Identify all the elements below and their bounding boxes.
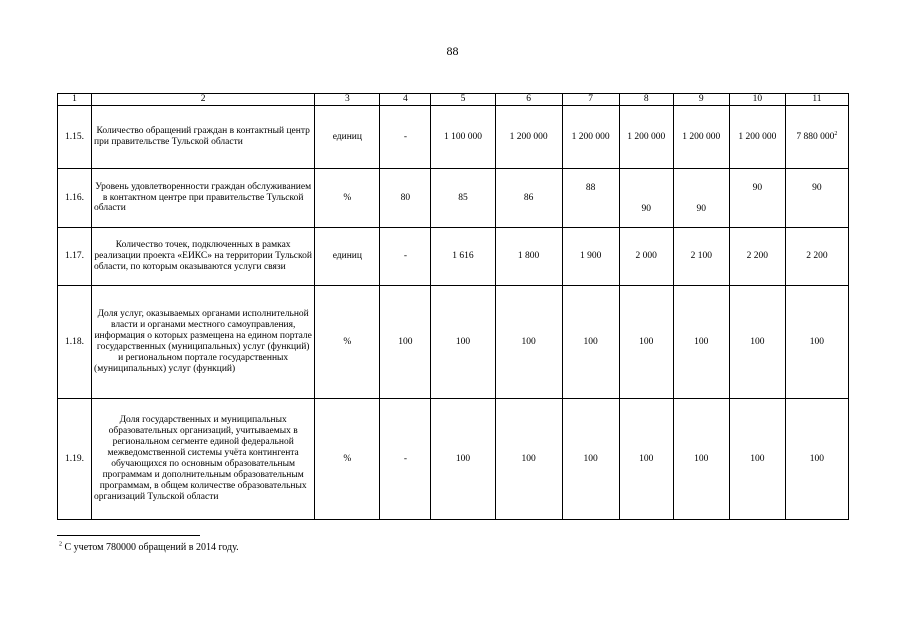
value-cell: 80 bbox=[380, 169, 431, 228]
value-cell: 100 bbox=[729, 286, 785, 399]
footnote bbox=[59, 542, 239, 553]
value-cell: 1 200 000 bbox=[729, 106, 785, 169]
value-cell: 90 bbox=[729, 169, 785, 228]
row-number: 1.16. bbox=[58, 169, 92, 228]
value-cell: 88 bbox=[562, 169, 619, 228]
header-cell: 5 bbox=[431, 94, 495, 106]
value-cell: 100 bbox=[619, 399, 673, 520]
value-cell: 90 bbox=[619, 169, 673, 228]
header-cell: 7 bbox=[562, 94, 619, 106]
value-cell: 1 616 bbox=[431, 228, 495, 286]
value-cell: 85 bbox=[431, 169, 495, 228]
value-text: 7 880 000 bbox=[796, 131, 835, 142]
value-cell: 1 900 bbox=[562, 228, 619, 286]
value-cell: 1 100 000 bbox=[431, 106, 495, 169]
value-cell: 100 bbox=[431, 286, 495, 399]
header-cell: 11 bbox=[785, 94, 848, 106]
unit-cell: % bbox=[315, 286, 380, 399]
value-cell: - bbox=[380, 399, 431, 520]
value-cell: 2 200 bbox=[729, 228, 785, 286]
footnote-text: С учетом 780000 обращений в 2014 году. bbox=[64, 542, 239, 553]
value-cell: - bbox=[380, 106, 431, 169]
value-cell: 100 bbox=[673, 399, 729, 520]
indicators-table bbox=[57, 93, 849, 520]
value-cell: 90 bbox=[785, 169, 848, 228]
table-row bbox=[58, 228, 849, 286]
unit-cell: единиц bbox=[315, 228, 380, 286]
value-cell: 100 bbox=[562, 286, 619, 399]
value-cell-footnoted bbox=[785, 106, 848, 169]
value-cell: 1 200 000 bbox=[673, 106, 729, 169]
value-cell: 1 800 bbox=[495, 228, 562, 286]
table-row bbox=[58, 399, 849, 520]
value-cell: 2 100 bbox=[673, 228, 729, 286]
value-cell: 100 bbox=[619, 286, 673, 399]
row-number: 1.15. bbox=[58, 106, 92, 169]
value-cell: 1 200 000 bbox=[495, 106, 562, 169]
value-cell: 2 200 bbox=[785, 228, 848, 286]
value-cell: 100 bbox=[431, 399, 495, 520]
row-number: 1.17. bbox=[58, 228, 92, 286]
unit-cell: % bbox=[315, 169, 380, 228]
table-row bbox=[58, 106, 849, 169]
footnote-marker: 2 bbox=[59, 541, 62, 548]
value-cell: 1 200 000 bbox=[619, 106, 673, 169]
row-number: 1.18. bbox=[58, 286, 92, 399]
row-description: Доля государственных и муниципальных образовательных организаций, учитываемых в региональном сегменте единой федеральной межведомственной системы учёта контингента обучающихся по основным образовательным программам и дополнительным образовательным программам, в общем количестве образовательных организаций Тульской области bbox=[92, 399, 315, 520]
value-cell: 86 bbox=[495, 169, 562, 228]
value-cell: 100 bbox=[729, 399, 785, 520]
unit-cell: единиц bbox=[315, 106, 380, 169]
header-row bbox=[58, 94, 849, 106]
header-cell: 10 bbox=[729, 94, 785, 106]
header-cell: 6 bbox=[495, 94, 562, 106]
value-cell: - bbox=[380, 228, 431, 286]
value-cell: 100 bbox=[562, 399, 619, 520]
row-description: Доля услуг, оказываемых органами исполнительной власти и органами местного самоуправления, информация о которых размещена на едином портале государственных (муниципальных) услуг (функций) и региональном портале государственных (муниципальных) услуг (функций) bbox=[92, 286, 315, 399]
value-cell: 100 bbox=[380, 286, 431, 399]
value-cell: 100 bbox=[785, 286, 848, 399]
row-description: Количество точек, подключенных в рамках реализации проекта «ЕИКС» на территории Тульской области, по которым оказываются услуги связи bbox=[92, 228, 315, 286]
value-cell: 100 bbox=[495, 286, 562, 399]
header-cell: 8 bbox=[619, 94, 673, 106]
header-cell: 1 bbox=[58, 94, 92, 106]
header-cell: 9 bbox=[673, 94, 729, 106]
value-cell: 100 bbox=[495, 399, 562, 520]
row-description: Уровень удовлетворенности граждан обслуживанием в контактном центре при правительстве Тульской области bbox=[92, 169, 315, 228]
value-cell: 1 200 000 bbox=[562, 106, 619, 169]
value-cell: 2 000 bbox=[619, 228, 673, 286]
row-description: Количество обращений граждан в контактный центр при правительстве Тульской области bbox=[92, 106, 315, 169]
unit-cell: % bbox=[315, 399, 380, 520]
header-cell: 4 bbox=[380, 94, 431, 106]
value-cell: 100 bbox=[785, 399, 848, 520]
page-number: 88 bbox=[446, 44, 459, 58]
value-cell: 90 bbox=[673, 169, 729, 228]
row-number: 1.19. bbox=[58, 399, 92, 520]
table-row bbox=[58, 169, 849, 228]
footnote-ref: 2 bbox=[834, 130, 838, 137]
table-row bbox=[58, 286, 849, 399]
footnote-separator bbox=[57, 535, 200, 536]
header-cell: 2 bbox=[92, 94, 315, 106]
value-cell: 100 bbox=[673, 286, 729, 399]
header-cell: 3 bbox=[315, 94, 380, 106]
